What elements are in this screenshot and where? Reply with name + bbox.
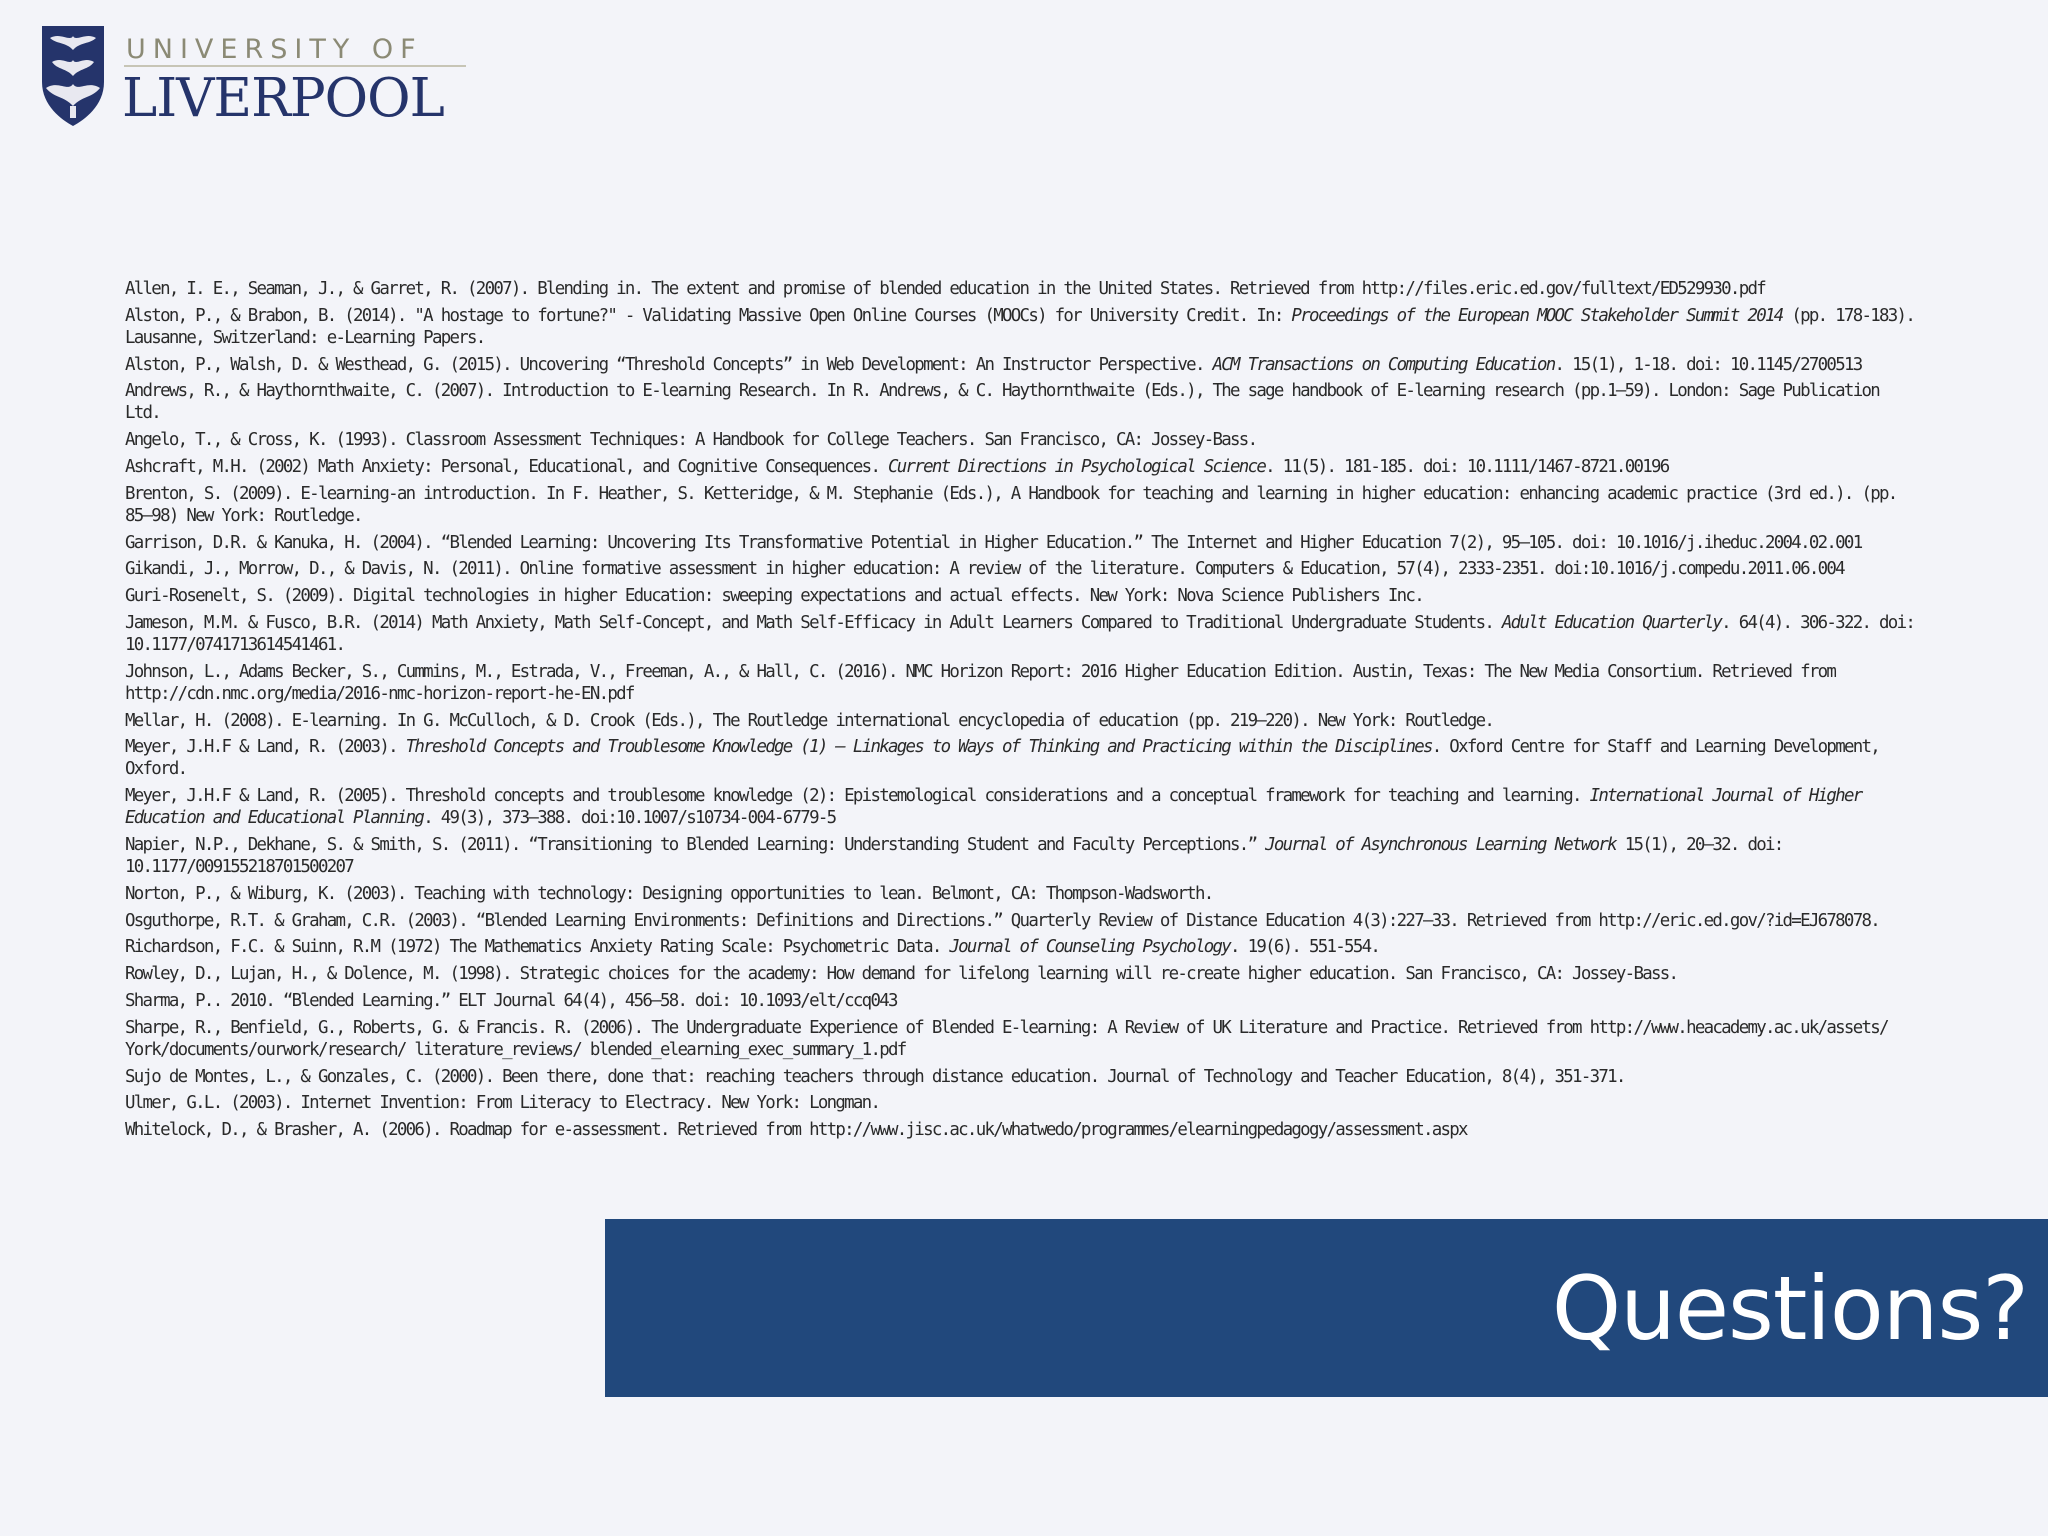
reference-entry	[125, 710, 1915, 732]
reference-text: Ashcraft, M.H. (2002) Math Anxiety: Personal, Educational, and Cognitive Consequences.	[125, 456, 888, 477]
reference-details: . 49(3), 373–388. doi:10.1007/s10734-004-6779-5	[423, 808, 836, 829]
reference-entry	[125, 883, 1915, 905]
reference-text: Richardson, F.C. & Suinn, R.M (1972) The Mathematics Anxiety Rating Scale: Psychometric Data.	[125, 937, 950, 958]
reference-list	[125, 278, 1915, 1146]
reference-entry	[125, 1017, 1915, 1061]
logo-line-2: LIVERPOOL	[122, 68, 444, 129]
reference-text: Osguthorpe, R.T. & Graham, C.R. (2003). “Blended Learning Environments: Definitions and Directions.” Quarterly Review of Distance Education 4(3):227–33. Retrieved from http://eric.ed.gov/?id=EJ678078.	[125, 910, 1880, 931]
logo-divider	[124, 65, 466, 67]
reference-entry	[125, 1092, 1915, 1114]
reference-text: Angelo, T., & Cross, K. (1993). Classroom Assessment Techniques: A Handbook for College Teachers. San Francisco, CA: Jossey-Bass.	[125, 430, 1257, 451]
reference-source-title: Journal of Counseling Psychology	[949, 937, 1231, 958]
reference-entry	[125, 380, 1915, 424]
reference-entry	[125, 785, 1915, 829]
reference-source-title: Threshold Concepts and Troublesome Knowledge (1) — Linkages to Ways of Thinking and Practicing within the Disciplines	[405, 737, 1432, 758]
reference-text: Alston, P., Walsh, D. & Westhead, G. (2015). Uncovering “Threshold Concepts” in Web Development: An Instructor Perspective.	[125, 354, 1213, 375]
reference-text: Garrison, D.R. & Kanuka, H. (2004). “Blended Learning: Uncovering Its Transformative Potential in Higher Education.” The Internet and Higher Education 7(2), 95–105. doi: 10.1016/j.iheduc.2004.02.001	[125, 532, 1862, 553]
reference-source-title: ACM Transactions on Computing Education	[1212, 354, 1555, 375]
reference-text: Sharpe, R., Benfield, G., Roberts, G. & Francis. R. (2006). The Undergraduate Experience of Blended E-learning: A Review of UK Literature and Practice. Retrieved from http://www.heacademy.ac.uk/assets/ York/documents/ourwork/research/ literature_reviews/ blended_elearning_exec_summary_1.pdf	[125, 1017, 1888, 1060]
reference-entry	[125, 305, 1915, 349]
reference-details: . 64(4). 306-322. doi: 10.1177/0741713614541461.	[125, 612, 1915, 655]
reference-text: Andrews, R., & Haythornthwaite, C. (2007). Introduction to E-learning Research. In R. Andrews, & C. Haythornthwaite (Eds.), The sage handbook of E-learning research (pp.1–59). London: Sage Publication Ltd.	[125, 381, 1880, 424]
questions-banner	[605, 1219, 2048, 1397]
reference-details: . 11(5). 181-185. doi: 10.1111/1467-8721.00196	[1265, 456, 1669, 477]
reference-text: Alston, P., & Brabon, B. (2014). "A hostage to fortune?" - Validating Massive Open Online Courses (MOOCs) for University Credit. In:	[125, 305, 1292, 326]
reference-details: (pp. 178-183). Lausanne, Switzerland: e-Learning Papers.	[125, 305, 1915, 348]
reference-entry	[125, 910, 1915, 932]
reference-details: . 19(6). 551-554.	[1230, 937, 1380, 958]
reference-entry	[125, 936, 1915, 958]
reference-entry	[125, 736, 1915, 780]
reference-details: 15(1), 20–32. doi: 10.1177/009155218701500207	[125, 834, 1783, 877]
reference-source-title: Current Directions in Psychological Science	[888, 456, 1266, 477]
reference-text: Jameson, M.M. & Fusco, B.R. (2014) Math Anxiety, Math Self-Concept, and Math Self-Efficacy in Adult Learners Compared to Traditional Undergraduate Students.	[125, 612, 1502, 633]
reference-text: Meyer, J.H.F & Land, R. (2003).	[125, 737, 406, 758]
questions-heading: Questions?	[1551, 1257, 2028, 1360]
reference-text: Whitelock, D., & Brasher, A. (2006). Roadmap for e-assessment. Retrieved from http://www.jisc.ac.uk/whatwedo/programmes/elearningpedagogy/assessment.aspx	[125, 1120, 1467, 1141]
reference-text: Guri-Rosenelt, S. (2009). Digital technologies in higher Education: sweeping expectations and actual effects. New York: Nova Science Publishers Inc.	[125, 586, 1423, 607]
reference-details: . 15(1), 1-18. doi: 10.1145/2700513	[1554, 354, 1862, 375]
reference-entry	[125, 278, 1915, 300]
reference-text: Sujo de Montes, L., & Gonzales, C. (2000). Been there, done that: reaching teachers through distance education. Journal of Technology and Teacher Education, 8(4), 351-371.	[125, 1066, 1625, 1087]
reference-text: Ulmer, G.L. (2003). Internet Invention: From Literacy to Electracy. New York: Longman.	[125, 1093, 880, 1114]
reference-source-title: Journal of Asynchronous Learning Network	[1265, 834, 1616, 855]
reference-entry	[125, 532, 1915, 554]
reference-text: Mellar, H. (2008). E-learning. In G. McCulloch, & D. Crook (Eds.), The Routledge international encyclopedia of education (pp. 219–220). New York: Routledge.	[125, 710, 1494, 731]
reference-entry	[125, 1119, 1915, 1141]
reference-text: Rowley, D., Lujan, H., & Dolence, M. (1998). Strategic choices for the academy: How demand for lifelong learning will re-create higher education. San Francisco, CA: Jossey-Bass.	[125, 964, 1678, 985]
reference-text: Sharma, P.. 2010. “Blended Learning.” ELT Journal 64(4), 456–58. doi: 10.1093/elt/ccq043	[125, 990, 897, 1011]
reference-entry	[125, 990, 1915, 1012]
reference-text: Norton, P., & Wiburg, K. (2003). Teaching with technology: Designing opportunities to lean. Belmont, CA: Thompson-Wadsworth.	[125, 883, 1213, 904]
reference-entry	[125, 558, 1915, 580]
reference-entry	[125, 429, 1915, 451]
reference-entry	[125, 585, 1915, 607]
reference-text: Napier, N.P., Dekhane, S. & Smith, S. (2011). “Transitioning to Blended Learning: Understanding Student and Faculty Perceptions.”	[125, 834, 1266, 855]
logo-line-1: UNIVERSITY OF	[126, 34, 423, 65]
reference-text: Allen, I. E., Seaman, J., & Garret, R. (2007). Blending in. The extent and promise of blended education in the United States. Retrieved from http://files.eric.ed.gov/fulltext/ED529930.pdf	[125, 279, 1765, 299]
reference-entry	[125, 963, 1915, 985]
reference-source-title: Proceedings of the European MOOC Stakeholder Summit 2014	[1291, 305, 1783, 326]
reference-text: Meyer, J.H.F & Land, R. (2005). Threshold concepts and troublesome knowledge (2): Epistemological considerations and a conceptual framework for teaching and learning.	[125, 786, 1590, 807]
reference-details: . Oxford Centre for Staff and Learning Development, Oxford.	[125, 737, 1880, 780]
reference-entry	[125, 354, 1915, 376]
reference-entry	[125, 1066, 1915, 1088]
reference-entry	[125, 456, 1915, 478]
reference-entry	[125, 661, 1915, 705]
reference-text: Gikandi, J., Morrow, D., & Davis, N. (2011). Online formative assessment in higher education: A review of the literature. Computers & Education, 57(4), 2333-2351. doi:10.1016/j.compedu.2011.06.004	[125, 559, 1844, 580]
reference-source-title: International Journal of Higher Education and Educational Planning	[125, 786, 1862, 829]
reference-text: Johnson, L., Adams Becker, S., Cummins, M., Estrada, V., Freeman, A., & Hall, C. (2016). NMC Horizon Report: 2016 Higher Education Edition. Austin, Texas: The New Media Consortium. Retrieved from http://cdn.nmc.org/media/2016-nmc-horizon-report-he-EN.pdf	[125, 661, 1836, 704]
university-logo	[40, 24, 444, 129]
reference-text: Brenton, S. (2009). E-learning-an introduction. In F. Heather, S. Ketteridge, & M. Stephanie (Eds.), A Handbook for teaching and learning in higher education: enhancing academic practice (3rd ed.). (pp. 85–98) New York: Routledge.	[125, 483, 1897, 526]
crest-icon	[40, 24, 106, 128]
reference-entry	[125, 483, 1915, 527]
reference-source-title: Adult Education Quarterly	[1501, 612, 1722, 633]
reference-entry	[125, 612, 1915, 656]
reference-entry	[125, 834, 1915, 878]
